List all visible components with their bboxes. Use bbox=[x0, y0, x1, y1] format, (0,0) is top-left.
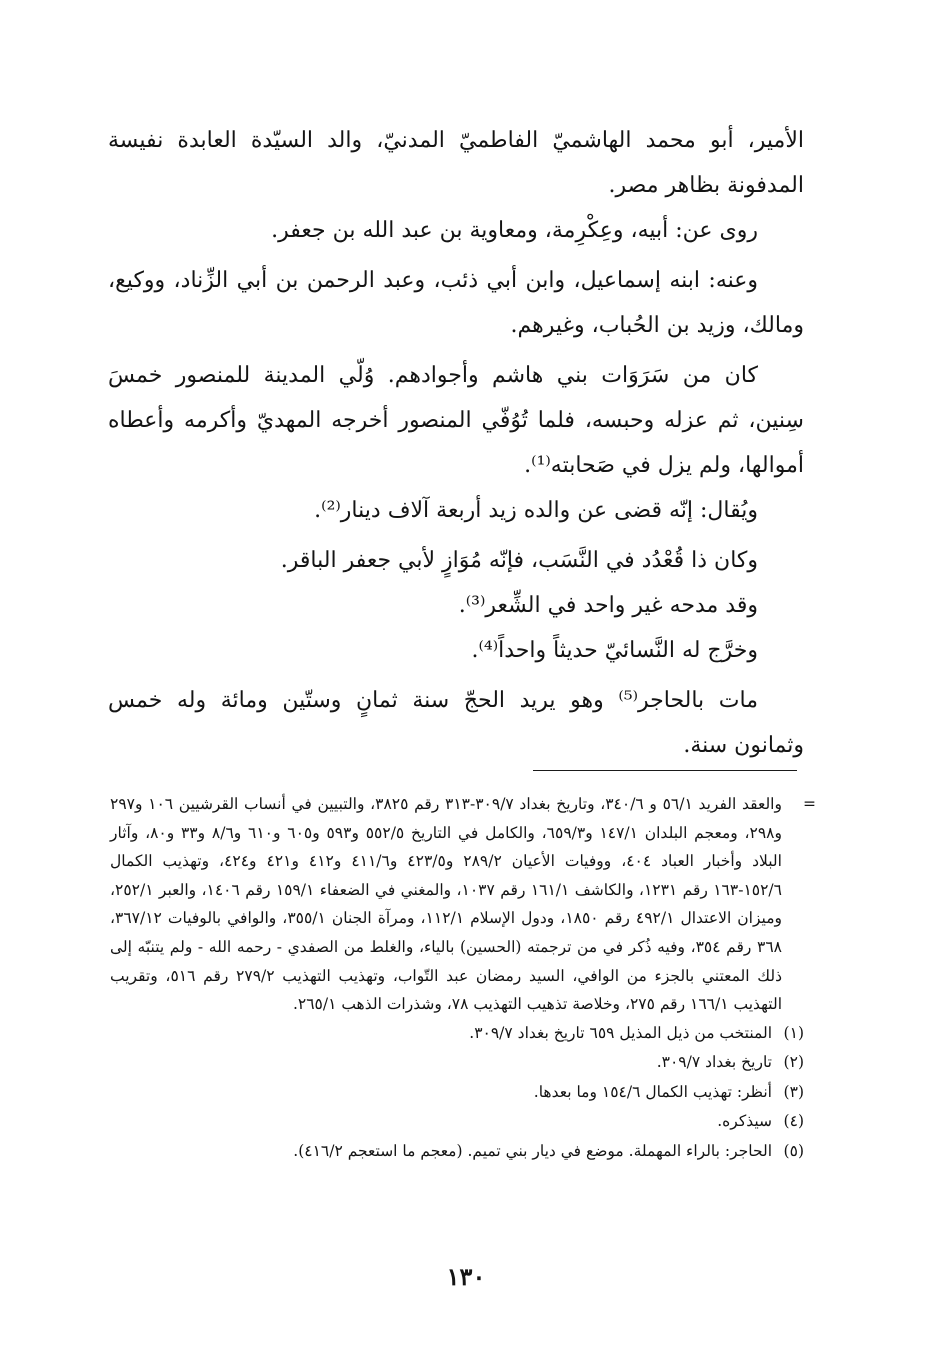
paragraph-narrators: وعنه: ابنه إسماعيل، وابن أبي ذئب، وعبد الرحمن بن أبي الزِّناد، ووكيع، ومالك، وزيد بن الحُباب، وغيرهم. bbox=[108, 268, 804, 338]
footnote-continuation-text: والعقد الفريد ٥٦/١ و ٣٤٠/٦، وتاريخ بغداد ٣٠٩/٧-٣١٣ رقم ٣٨٢٥، والتبيين في أنساب القرشيين ١٠٦ و٢٩٧ و٢٩٨، ومعجم البلدان ١٤٧/١ و٦٥٩/٣، والكامل في التاريخ ٥٥٢/٥ و٥٩٣ و٦٠٥ و٦١٠ و٨/٦ و٣٣ و٨٠، وآثار البلاد وأخبار العباد ٤٠٤، ووفيات الأعيان ٢٨٩/٢ و٤٢٣/٥ و٤١١/٦ و٤١٢ و٤٢١ و٤٢٤، وتهذيب الكمال ١٥٢/٦-١٦٣ رقم ١٢٣١، والكاشف ١٦١/١ رقم ١٠٣٧، والمغني في الضعفاء ١٥٩/١ رقم ١٤٠٦، والعبر ٢٥٢/١، وميزان الاعتدال ٤٩٢/١ رقم ١٨٥٠، ودول الإسلام ١١٢/١، ومرآة الجنان ٣٥٥/١، والوافي بالوفيات ٣٦٧/١٢، ٣٦٨ رقم ٣٥٤، وفيه ذُكر في من ترجمته (الحسين) بالياء، والغلط من الصفدي - رحمه الله - ولم يتنبّه إلى ذلك المعتني بالجزء من الوافي، السيد رمضان عبد التّواب، وتهذيب التهذيب ٢٧٩/٢ رقم ٥١٦، وتقريب التهذيب ١٦٦/١ رقم ٢٧٥، وخلاصة تذهيب التهذيب ٧٨، وشذرات الذهب ٢٦٥/١. bbox=[110, 795, 782, 1014]
footnote-continuation bbox=[110, 790, 816, 1019]
footnotes bbox=[110, 790, 816, 1166]
footnote-number: (٢) bbox=[783, 1053, 804, 1072]
footnote-text: سيذكره. bbox=[717, 1112, 772, 1131]
page-number: ١٣٠ bbox=[446, 1262, 486, 1291]
footnote-4 bbox=[110, 1107, 804, 1137]
paragraph-debt: ويُقال: إنّه قضى عن والده زيد أربعة آلاف دينار⁽²⁾. bbox=[314, 498, 758, 523]
paragraph-hadith: وخرَّج له النَّسائيّ حديثاً واحداً⁽⁴⁾. bbox=[471, 638, 758, 663]
footnote-number: (٣) bbox=[783, 1082, 804, 1101]
footnote-2 bbox=[110, 1048, 804, 1078]
paragraph-lineage: وكان ذا قُعْدُد في النَّسَب، فإنّه مُوَازٍ لأبي جعفر الباقر. bbox=[280, 548, 758, 573]
paragraph-intro: الأمير، أبو محمد الهاشميّ الفاطميّ المدنيّ، والد السيّدة العابدة نفيسة المدفونة بظاهر مصر. bbox=[108, 128, 804, 198]
footnote-5 bbox=[110, 1137, 804, 1167]
footnote-text: تاريخ بغداد ٣٠٩/٧. bbox=[656, 1053, 772, 1072]
continuation-marker: = bbox=[803, 795, 816, 813]
paragraph-narrated-from: روى عن: أبيه، وعِكْرِمة، ومعاوية بن عبد الله بن جعفر. bbox=[271, 218, 758, 243]
footnote-3 bbox=[110, 1078, 804, 1108]
footnote-text: أنظر: تهذيب الكمال ١٥٤/٦ وما بعدها. bbox=[533, 1082, 772, 1101]
footnote-text: المنتخب من ذيل المذيل ٦٥٩ تاريخ بغداد ٣٠٩/٧. bbox=[469, 1023, 772, 1042]
footnote-1 bbox=[110, 1019, 804, 1049]
footnote-number: (٥) bbox=[783, 1141, 804, 1160]
footnote-number: (٤) bbox=[783, 1112, 804, 1131]
footnote-text: الحاجر: بالراء المهملة. موضع في ديار بني تميم. (معجم ما استعجم ٤١٦/٢). bbox=[293, 1141, 772, 1160]
paragraph-poetry: وقد مدحه غير واحد في الشِّعر⁽³⁾. bbox=[458, 593, 758, 618]
main-text bbox=[108, 118, 804, 768]
footnote-divider bbox=[533, 770, 797, 771]
footnote-number: (١) bbox=[783, 1023, 804, 1042]
paragraph-death: مات بالحاجر⁽⁵⁾ وهو يريد الحجّ سنة ثمانٍ وستّين ومائة وله خمس وثمانون سنة. bbox=[108, 688, 804, 758]
paragraph-biography: كان من سَرَوَات بني هاشم وأجوادهم. وُلّي المدينة للمنصور خمسَ سِنين، ثم عزله وحبسه، فلما تُوُفّي المنصور أخرجه المهديّ وأكرمه وأعطاه أموالها، ولم يزل في صَحابته⁽¹⁾. bbox=[108, 363, 804, 478]
